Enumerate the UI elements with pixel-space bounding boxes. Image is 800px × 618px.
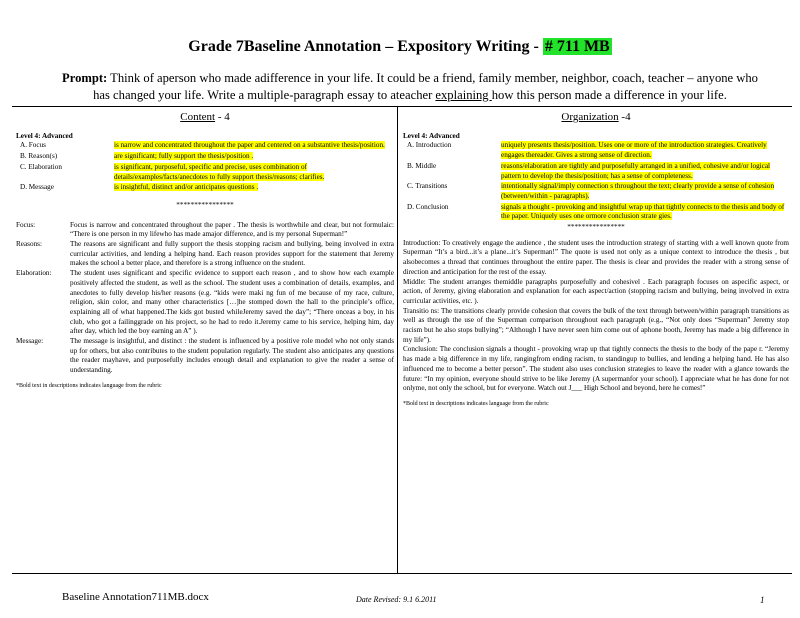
entry-text <box>403 345 789 394</box>
entry-label: Introduction: <box>403 238 441 247</box>
organization-rubric-row <box>403 162 789 181</box>
entry-text <box>403 307 789 346</box>
rubric-text: uniquely presents thesis/position. Uses one or more of the introduction strategies. Creatively engages thereader. Gives a strong sense of direction. <box>501 141 767 160</box>
entry-text: Focus is narrow and concentrated throughout the paper . The thesis is worthwhile and clear, but not formulaic: “There is one person in my lifewho has made amajor difference, and is my personal Superman!” <box>70 220 394 239</box>
title-id: # 711 MB <box>544 38 610 55</box>
prompt-text-1: Think of aperson who made adifference in your life. It could be a friend, family member, neighbor, coach, teacher – anyone who has changed your life. Write a multiple-paragraph essay to ateacher <box>93 71 758 102</box>
entry-text <box>403 239 789 278</box>
footer-date: Date Revised: 9.1 6.2011 <box>356 595 437 604</box>
entry-text <box>403 278 789 307</box>
organization-rubric-row <box>403 182 789 201</box>
annotation-entry <box>16 221 394 240</box>
organization-heading <box>403 113 789 123</box>
rubric-label: D. Message <box>20 183 54 192</box>
content-rubric-row <box>16 141 394 151</box>
content-heading <box>16 113 394 123</box>
content-rubric-row <box>16 163 394 182</box>
rubric-label: B. Reason(s) <box>20 152 58 161</box>
rubric-text: intentionally signal/imply connection s throughout the text; clearly provide a sense of cohesion (between/within - paragraphs). <box>501 182 775 200</box>
bold-note: *Bold text in descriptions indicates language from the rubric <box>403 400 549 407</box>
annotation-entry <box>16 269 394 337</box>
separator-stars: **************** <box>567 223 625 232</box>
rubric-label: C. Transitions <box>407 182 448 191</box>
entry-label: Conclusion: <box>403 345 438 354</box>
entry-label: Middle: <box>403 277 426 286</box>
entry-text: The reasons are significant and fully support the thesis stopping racism and bullying, being involved in extra curricular activities, and lending a helping hand. Each reason provides support for the statement that Jeremy makes the school a better place, and therefore is a strong influence on the student. <box>70 240 394 268</box>
document-title <box>0 38 800 56</box>
rubric-label: A. Introduction <box>407 141 452 150</box>
organization-heading-score: -4 <box>618 111 631 123</box>
rubric-label: A. Focus <box>20 141 46 150</box>
entry-body: The transitions clearly provide cohesion that covers the bulk of the text through between/within paragraph transitions as well as through the use of the Superman comparison throughout each paragraph (e.g., “Not only does “Superman” Jeremy stop racism but he also stops bullying”; “Although I have never seen him come out of aphone booth, Jeremy has made a big difference in my life”). <box>403 306 789 344</box>
content-level: Level 4: Advanced <box>16 131 73 140</box>
annotation-entry <box>16 337 394 376</box>
entry-text: The message is insightful, and distinct : the student is influenced by a positive role model who not only stands up for others, but also contributes to the student population regularly. The student also anticipates any questions the reader mayhave, and purposefully includes enough detail and explanation to give the reader a sense of understanding. <box>70 337 394 375</box>
annotation-entry <box>403 307 789 346</box>
prompt <box>60 70 760 104</box>
rubric-text: is narrow and concentrated throughout the paper and centered on a substantive thesis/position. <box>114 141 385 150</box>
separator-stars: **************** <box>176 200 234 209</box>
content-rubric-row <box>16 183 394 193</box>
entry-label: Message: <box>16 337 44 346</box>
organization-level: Level 4: Advanced <box>403 131 460 140</box>
rubric-label: C. Elaboration <box>20 162 62 171</box>
rubric-text: signals a thought - provoking and insightful wrap up that tightly connects to the thesis and body of the paper. Uniquely uses one ormore conclusion strate gies. <box>501 202 785 221</box>
organization-heading-label: Organization <box>561 111 619 123</box>
rubric-text: is insightful, distinct and/or anticipates questions . <box>114 183 259 192</box>
annotation-entry <box>403 239 789 278</box>
annotation-entry <box>403 278 789 307</box>
organization-rubric-row <box>403 203 789 222</box>
footer-filename: Baseline Annotation711MB.docx <box>62 591 209 603</box>
organization-rubric-row <box>403 141 789 160</box>
entry-text: The student uses significant and specific evidence to support each reason , and to show how each example positively affected the student, as well as the school. The student uses a combination of details, examples, and anecdotes to fully develop his/her reasons (e.g. “kids were maki ng fun of me because of my race, culture, religion, skin color, and many other characteristics […]he stomped down the hall to the principle’s office, explaining all of what happened.The kids got busted whileJeremy saved the day”; “There onceas a boy, in his club, who got a failinggrade on his project, so he had to redo it.Jeremy came to his service, helping him, day after day, which led the boy earning an A” ). <box>70 269 394 336</box>
entry-body: To creatively engage the audience , the student uses the introduction strategy of starting with a well known quote from Superman “It’s a bird...it’s a plane...it’s Superman!” The quote is used not only as a unique context to introduce the thesis , but alsobecomes a thread that continues throughout the entire paper. The thesis is clear and provides the reader with a strong sense of direction and anticipation for the rest of the essay. <box>403 238 790 276</box>
organization-column <box>403 107 789 410</box>
content-heading-label: Content <box>180 111 216 123</box>
content-rubric-row <box>16 152 394 162</box>
prompt-label: Prompt: <box>62 71 108 85</box>
prompt-underlined: explaining <box>435 88 492 102</box>
rubric-label: D. Conclusion <box>407 202 449 211</box>
entry-label: Transitio ns: <box>403 306 440 315</box>
content-column <box>16 107 394 392</box>
entry-body: The student arranges themiddle paragraphs purposefully and cohesivel . Each paragraph focuses on aspecific aspect, or action, of Jeremy, giving elaboration and explanation for each aspect/action (stopping racism and bullying, being involved in extra curricular activities, etc. ). <box>403 277 789 305</box>
rubric-text: are significant; fully support the thesis/position . <box>114 152 254 161</box>
column-divider <box>397 107 398 573</box>
entry-label: Focus: <box>16 220 36 229</box>
rubric-text: is significant, purposeful, specific and precise, uses combination of details/examples/facts/anecdotes to fully support thesis/reasons; clarifies. <box>114 162 325 181</box>
bold-note: *Bold text in descriptions indicates language from the rubric <box>16 382 162 389</box>
entry-label: Elaboration: <box>16 269 52 278</box>
rubric-label: B. Middle <box>407 161 437 170</box>
annotation-table <box>12 106 792 574</box>
footer-page-number: 1 <box>760 595 765 605</box>
annotation-entry <box>403 345 789 394</box>
title-main: Grade 7Baseline Annotation – Expository Writing - <box>188 38 543 55</box>
annotation-entry <box>16 240 394 269</box>
entry-label: Reasons: <box>16 240 42 249</box>
content-heading-score: - 4 <box>215 111 230 123</box>
entry-body: The conclusion signals a thought - provoking wrap up that tightly connects the thesis to the body of the pape r. “Jeremy has made a big difference in my life, rangingfrom ending racism, to standingup to bullies, and lending a helping hand. He has also influenced me to become a better person”. The student also uses conclusion strategies to leave the reader with a glance towards the future: “In my opinion, everyone should strive to be like Jeremy (A supermanfor your school). I appreciate what he has done for not onlyme, not only the school, but for everyone. Watch out J___ High School and beyond, here he comes!” <box>403 345 789 393</box>
rubric-text: reasons/elaboration are tightly and purposefully arranged in a unified, cohesive and/or logical pattern to develop the thesis/position; has a sense of completeness. <box>501 161 771 180</box>
prompt-text-2: how this person made a difference in your life. <box>491 88 727 102</box>
